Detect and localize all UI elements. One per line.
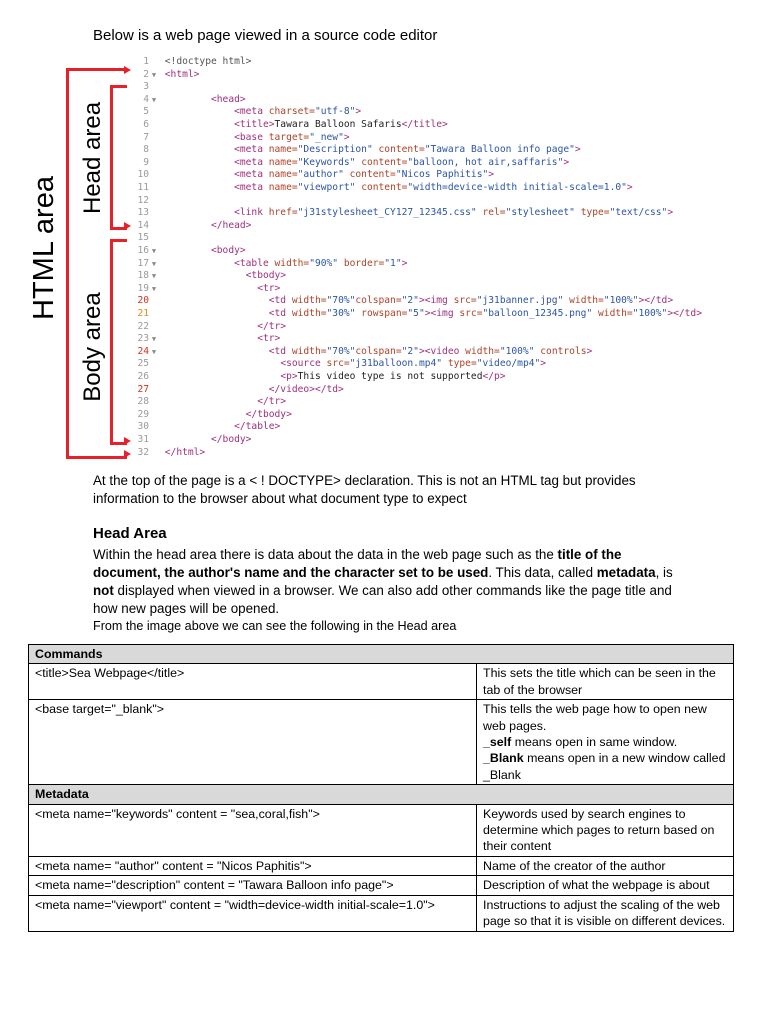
code-token: <!doctype html> — [164, 56, 252, 67]
line-number: 16 — [137, 245, 149, 256]
code-line — [133, 321, 286, 334]
code-token — [165, 132, 234, 143]
code-line — [133, 346, 592, 359]
line-number: 21 — [137, 308, 149, 319]
line-number: 29 — [137, 408, 149, 420]
table-section-row — [29, 645, 734, 664]
line-number: 3 — [143, 81, 149, 93]
line-number: 2 — [143, 68, 149, 80]
line-number: 10 — [137, 169, 149, 181]
code-token — [165, 169, 234, 180]
code-token: ></td> — [638, 295, 674, 307]
description-cell: Keywords used by search engines to determine which pages to return based on their content — [477, 804, 734, 856]
line-number: 5 — [143, 106, 149, 118]
code-token: <meta — [234, 144, 269, 156]
code-line — [133, 157, 569, 170]
code-token: "Tawara Balloon info page" — [424, 144, 575, 156]
from-image-text: From the image above we can see the following in the Head area — [93, 619, 457, 633]
code-token: <html> — [164, 68, 200, 80]
code-line — [133, 81, 165, 94]
line-number: 24 — [137, 345, 149, 357]
line-number: 18 — [137, 270, 149, 282]
code-token: <tr> — [257, 282, 281, 294]
code-token: <base — [234, 131, 269, 143]
description-cell: Description of what the webpage is about — [477, 876, 734, 895]
line-number: 30 — [137, 421, 149, 433]
head-area-table — [28, 644, 734, 932]
code-token: This video type is not supported — [297, 371, 483, 382]
code-token — [165, 384, 269, 395]
code-token: content= — [378, 144, 425, 156]
code-token: > — [343, 131, 350, 143]
code-token: "_new" — [309, 131, 344, 143]
code-token: "video/mp4" — [476, 358, 541, 370]
head-para-text-1: Within the head area there is data about the data in the web page such as the — [93, 547, 558, 562]
code-token: "viewport" — [297, 182, 362, 193]
code-token: rel= — [482, 207, 506, 219]
code-token: charset= — [268, 106, 315, 118]
head-para-bold-2: metadata — [596, 565, 656, 580]
code-token: target= — [268, 131, 310, 143]
line-number: 8 — [143, 144, 149, 156]
code-token: > — [540, 358, 547, 370]
code-token: </title> — [401, 119, 448, 130]
intro-text: Below is a web page viewed in a source code editor — [93, 27, 438, 44]
code-line — [133, 106, 361, 119]
html-area-arrow-bottom — [124, 450, 131, 458]
head-area-paragraph — [93, 546, 673, 618]
code-token: <source — [280, 358, 327, 370]
code-token: "Description" — [297, 144, 379, 156]
code-line — [133, 69, 199, 82]
code-token — [165, 396, 257, 407]
code-token: > — [574, 144, 581, 156]
line-number: 26 — [137, 371, 149, 382]
code-line — [133, 144, 581, 157]
line-number: 9 — [143, 156, 149, 168]
code-line — [133, 434, 251, 447]
fold-arrow-icon[interactable]: ▼ — [151, 347, 157, 356]
code-line — [133, 132, 350, 145]
code-token: content= — [361, 182, 408, 193]
code-token: <td — [268, 345, 292, 357]
line-number: 6 — [143, 119, 149, 130]
code-token — [165, 144, 234, 155]
code-token: rowspan= — [361, 308, 408, 319]
code-token: <tr> — [257, 333, 281, 345]
code-cell: <meta name="viewport" content = "width=device-width initial-scale=1.0"> — [29, 895, 477, 931]
code-line — [133, 295, 673, 308]
code-token: </tr> — [257, 320, 287, 332]
line-number: 14 — [137, 219, 149, 231]
code-token: ><video — [418, 345, 466, 357]
body-area-label: Body area — [79, 292, 106, 402]
head-para-text-3: , is — [655, 565, 673, 580]
base-desc-intro: This tells the web page how to open new web pages. — [483, 702, 707, 733]
code-token: "30%" — [326, 308, 362, 319]
head-area-label: Head area — [79, 101, 106, 214]
code-line — [133, 220, 251, 233]
line-number: 11 — [137, 182, 149, 193]
code-line — [133, 283, 280, 296]
code-token: "2" — [401, 345, 419, 357]
code-token: </html> — [164, 446, 206, 458]
self-desc: means open in same window. — [511, 735, 678, 750]
code-token: <title> — [234, 119, 275, 130]
description-cell: Name of the creator of the author — [477, 856, 734, 875]
code-token: > — [401, 257, 408, 269]
code-token: width= — [465, 345, 500, 357]
code-token: > — [586, 345, 593, 357]
code-token: "width=device-width initial-scale=1.0" — [407, 182, 627, 193]
code-line — [133, 308, 702, 321]
code-token: > — [563, 156, 570, 168]
code-token: <body> — [211, 245, 246, 256]
line-number: 32 — [137, 446, 149, 458]
self-keyword: _self — [483, 735, 512, 750]
head-area-bracket — [110, 85, 127, 230]
code-token: </head> — [211, 219, 252, 231]
code-token: > — [667, 207, 674, 219]
code-token: <link — [234, 207, 269, 219]
code-token — [165, 295, 269, 306]
code-token: "j31banner.jpg" — [476, 295, 570, 307]
code-token: <meta — [234, 106, 269, 118]
code-token — [165, 371, 281, 382]
blank-desc: means open in a new window called _Blank — [483, 751, 726, 782]
code-line — [133, 270, 286, 283]
code-token: width= — [291, 308, 327, 319]
code-token: ></td> — [667, 308, 702, 319]
table-row — [29, 664, 734, 700]
code-token: controls — [540, 345, 587, 357]
code-token: type= — [580, 207, 610, 219]
code-line — [133, 371, 506, 384]
code-cell: <meta name="description" content = "Tawara Balloon info page"> — [29, 876, 477, 895]
code-token — [165, 358, 281, 369]
code-line — [133, 169, 494, 182]
code-line — [133, 182, 633, 195]
code-token: width= — [291, 345, 327, 357]
code-token: src= — [453, 295, 477, 307]
table-section-row — [29, 785, 734, 804]
code-token: > — [355, 106, 362, 118]
code-token — [165, 119, 234, 130]
table-row — [29, 804, 734, 856]
code-token: </table> — [234, 421, 281, 433]
code-token: <meta — [234, 169, 269, 181]
code-line — [133, 409, 292, 422]
code-line — [133, 232, 165, 245]
code-token: "100%" — [632, 308, 668, 319]
code-token: width= — [291, 295, 327, 307]
code-cell: <title>Sea Webpage</title> — [29, 664, 477, 700]
line-number: 31 — [137, 434, 149, 445]
code-token: width= — [274, 257, 310, 269]
code-token: "j31balloon.mp4" — [349, 358, 448, 370]
line-number: 27 — [137, 383, 149, 395]
section-header-commands: Commands — [29, 645, 734, 664]
code-token: width= — [598, 308, 633, 319]
doctype-paragraph: At the top of the page is a < ! DOCTYPE> declaration. This is not an HTML tag but provides information to the browser about what document type to expect — [93, 473, 636, 506]
code-token: </tbody> — [245, 408, 292, 420]
code-cell: <meta name="keywords" content = "sea,coral,fish"> — [29, 804, 477, 856]
code-token: > — [626, 182, 633, 193]
code-token: <p> — [280, 371, 298, 382]
code-token: "1" — [384, 257, 402, 269]
code-line — [133, 207, 673, 220]
line-number: 25 — [137, 358, 149, 370]
code-line — [133, 447, 205, 460]
line-number: 1 — [143, 56, 149, 67]
code-token — [165, 308, 269, 319]
line-number: 17 — [137, 257, 149, 269]
head-para-bold-3: not — [93, 583, 114, 598]
fold-arrow-icon[interactable]: ▼ — [151, 247, 157, 255]
line-number: 19 — [137, 282, 149, 294]
line-number: 12 — [137, 194, 149, 206]
code-line — [133, 258, 407, 271]
fold-arrow-icon[interactable]: ▼ — [151, 335, 157, 344]
code-token: "j31stylesheet_CY127_12345.css" — [297, 207, 483, 219]
code-line — [133, 94, 246, 107]
code-token: <tbody> — [245, 270, 287, 282]
code-line — [133, 358, 546, 371]
code-token: </p> — [482, 371, 506, 382]
code-token: "Keywords" — [297, 156, 362, 168]
code-token: </video></td> — [268, 383, 344, 395]
code-token: Tawara Balloon Safaris — [274, 119, 402, 130]
code-token: <meta — [234, 182, 269, 193]
code-token: "70%" — [326, 295, 356, 307]
section-header-metadata: Metadata — [29, 785, 734, 804]
code-token: <head> — [211, 93, 246, 105]
line-number: 22 — [137, 320, 149, 332]
line-number: 15 — [137, 232, 149, 244]
description-cell — [477, 700, 734, 785]
code-line — [133, 56, 251, 69]
code-token: type= — [447, 358, 477, 370]
code-line — [133, 384, 344, 397]
fold-arrow-icon[interactable]: ▼ — [151, 284, 157, 293]
code-cell: <meta name= "author" content = "Nicos Paphitis"> — [29, 856, 477, 875]
head-para-bold-1: title of the document, the author's name and the character set to be used — [93, 547, 622, 580]
code-token: src= — [459, 308, 483, 319]
code-token: colspan= — [355, 345, 402, 357]
code-token — [165, 421, 234, 432]
code-token: border= — [343, 257, 385, 269]
code-token — [165, 283, 257, 294]
table-row — [29, 700, 734, 785]
fold-arrow-icon[interactable]: ▼ — [151, 95, 157, 104]
code-token: width= — [569, 295, 604, 307]
description-cell: Instructions to adjust the scaling of the web page so that it is visible on different devices. — [477, 895, 734, 931]
table-row — [29, 895, 734, 931]
code-token: ><img — [424, 308, 460, 319]
code-token: name= — [268, 169, 298, 181]
code-token: "balloon_12345.png" — [482, 308, 599, 319]
code-token — [165, 346, 269, 357]
code-line — [133, 245, 246, 258]
code-token — [165, 106, 234, 117]
code-token: src= — [326, 358, 350, 370]
fold-arrow-icon[interactable]: ▼ — [151, 259, 157, 268]
code-token — [165, 182, 234, 193]
code-token: <table — [234, 257, 275, 269]
head-area-arrow-bottom — [124, 222, 131, 230]
code-token: <meta — [234, 156, 269, 168]
code-token: "utf-8" — [314, 106, 356, 118]
code-token: "90%" — [309, 257, 344, 269]
code-token — [165, 157, 234, 168]
code-token — [165, 333, 257, 344]
body-area-bracket — [110, 239, 127, 445]
code-token: href= — [268, 207, 298, 219]
code-token — [165, 321, 257, 332]
code-line — [133, 396, 286, 409]
description-cell: This sets the title which can be seen in the tab of the browser — [477, 664, 734, 700]
code-token — [165, 409, 246, 420]
fold-arrow-icon[interactable]: ▼ — [151, 272, 157, 281]
code-cell: <base target="_blank"> — [29, 700, 477, 785]
code-token: "100%" — [603, 295, 639, 307]
code-token: "100%" — [499, 345, 541, 357]
body-area-arrow-bottom — [124, 437, 131, 445]
code-token: <td — [268, 295, 292, 307]
code-token — [165, 207, 234, 218]
head-area-heading: Head Area — [93, 525, 167, 542]
code-token — [165, 94, 211, 105]
line-number: 13 — [137, 207, 149, 219]
html-area-label: HTML area — [28, 176, 60, 320]
code-line — [133, 333, 280, 346]
code-token: "2" — [401, 295, 419, 307]
code-token: <td — [268, 308, 292, 319]
code-token — [165, 220, 211, 231]
code-token: "balloon, hot air,saffaris" — [407, 156, 564, 168]
code-token: name= — [268, 144, 298, 156]
code-token: "author" — [297, 169, 350, 181]
code-token — [165, 245, 211, 256]
code-token: name= — [268, 156, 298, 168]
code-editor — [133, 54, 745, 460]
line-number: 28 — [137, 396, 149, 408]
code-token: ><img — [418, 295, 454, 307]
code-token: > — [488, 169, 495, 181]
line-number: 4 — [143, 93, 149, 105]
code-token: content= — [361, 156, 408, 168]
html-area-arrow-top — [124, 66, 131, 74]
head-para-text-2: . This data, called — [488, 565, 597, 580]
code-token: "Nicos Paphitis" — [395, 169, 489, 181]
code-line — [133, 119, 448, 132]
table-row — [29, 876, 734, 895]
code-token: name= — [268, 182, 298, 193]
fold-arrow-icon[interactable]: ▼ — [151, 70, 157, 79]
code-token — [165, 270, 246, 281]
code-token: colspan= — [355, 295, 402, 307]
code-token: "text/css" — [609, 207, 668, 219]
code-token — [165, 434, 211, 445]
code-token: "5" — [407, 308, 425, 319]
code-token: content= — [349, 169, 396, 181]
code-token: </tr> — [257, 396, 287, 408]
code-token: "stylesheet" — [505, 207, 581, 219]
line-number: 20 — [137, 295, 149, 307]
blank-keyword: _Blank — [483, 751, 524, 766]
table-row — [29, 856, 734, 875]
code-line — [133, 421, 280, 434]
code-token: "70%" — [326, 345, 356, 357]
line-number: 7 — [143, 131, 149, 143]
code-line — [133, 195, 165, 208]
line-number: 23 — [137, 333, 149, 345]
head-para-text-4: displayed when viewed in a browser. We can also add other commands like the page title and how new pages will be opened. — [93, 583, 672, 616]
code-token: </body> — [211, 434, 252, 445]
code-token — [165, 258, 234, 269]
